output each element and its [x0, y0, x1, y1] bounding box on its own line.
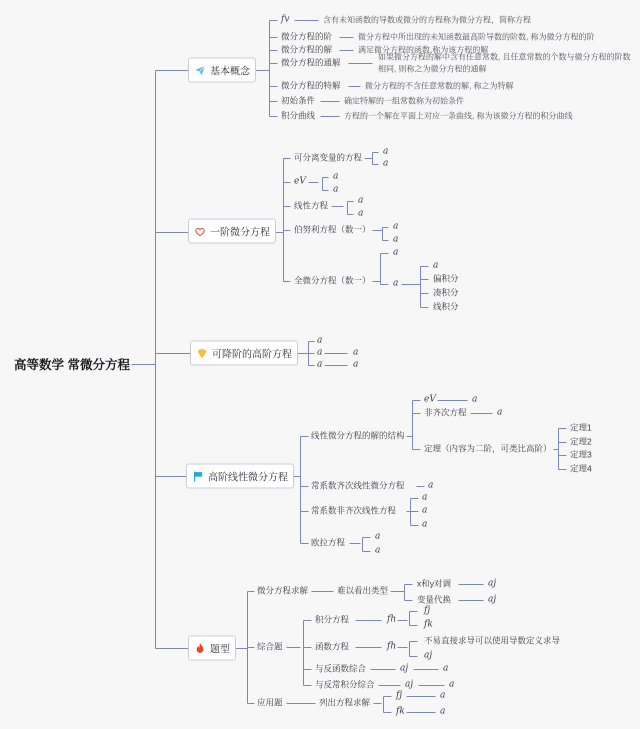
node-line-integration[interactable]: 线积分 — [433, 301, 459, 312]
node-derivative-definition-tip[interactable]: 不易直接求导可以使用导数定义求导 — [424, 635, 561, 646]
leaf-node[interactable]: a — [433, 260, 439, 271]
node-initial-condition[interactable]: 初始条件 — [281, 95, 316, 106]
branch-box-higher-linear[interactable] — [186, 464, 294, 489]
node-linear-equation[interactable]: 线性方程 — [294, 200, 329, 211]
node-partial-integration[interactable]: 偏积分 — [433, 273, 459, 284]
root-node[interactable]: 高等数学 常微分方程 — [14, 358, 130, 372]
leaf-node[interactable]: a — [449, 679, 455, 690]
node-functional-equation[interactable]: 函数方程 — [315, 641, 350, 652]
node-grouping-integration[interactable]: 凑积分 — [433, 287, 459, 298]
leaf-node[interactable]: a — [358, 208, 364, 219]
leaf-node[interactable]: a — [375, 545, 381, 556]
leaf-node[interactable]: a — [393, 221, 399, 232]
leaf-node[interactable]: a — [443, 663, 449, 674]
node-nonhomogeneous-equation[interactable]: 非齐次方程 — [424, 407, 467, 418]
branch-label: 基本概念 — [210, 66, 250, 78]
leaf-node[interactable]: a — [353, 359, 359, 370]
node-swap-xy[interactable]: x和y对调 — [417, 578, 452, 589]
branch-box-problem-types[interactable] — [188, 636, 236, 661]
leaf-node[interactable]: a — [422, 492, 428, 503]
node-particular-solution[interactable]: 微分方程的特解 — [281, 80, 341, 91]
leaf-node[interactable]: aj — [488, 578, 497, 589]
leaf-node[interactable]: fj — [424, 605, 431, 616]
node-application-problems[interactable]: 应用题 — [257, 697, 283, 708]
leaf-node[interactable]: a — [422, 519, 428, 530]
leaf-node[interactable]: a — [422, 505, 428, 516]
node-solution-structure[interactable]: 线性微分方程的解的结构 — [311, 430, 405, 441]
node-desc[interactable]: 微分方程的不含任意常数的解, 称之为特解 — [365, 81, 514, 91]
node-const-coeff-homogeneous[interactable]: 常系数齐次线性微分方程 — [311, 480, 405, 491]
node-general-solution[interactable]: 微分方程的通解 — [281, 57, 341, 68]
leaf-node[interactable]: a — [317, 335, 323, 346]
leaf-node[interactable]: a — [358, 195, 364, 206]
node-with-improper-integral[interactable]: 与反常积分综合 — [315, 679, 375, 690]
leaf-node[interactable]: a — [440, 706, 446, 717]
node-desc[interactable]: 满足微分方程的函数,称为该方程的解 — [358, 45, 489, 55]
leaf-node[interactable]: a — [428, 480, 434, 491]
leaf-node[interactable]: a — [383, 158, 389, 169]
branch-label: 高阶线性微分方程 — [208, 472, 288, 484]
node-fv[interactable]: fv — [281, 14, 290, 25]
leaf-node[interactable]: aj — [405, 679, 414, 690]
leaf-node[interactable]: a — [393, 234, 399, 245]
branch-label: 题型 — [210, 644, 230, 656]
node-ev[interactable]: eV — [294, 176, 306, 187]
node-integral-equation[interactable]: 积分方程 — [315, 614, 350, 625]
node-separable-equation[interactable]: 可分离变量的方程 — [294, 152, 363, 163]
flag-icon — [192, 470, 204, 482]
leaf-node[interactable]: fk — [424, 619, 433, 630]
node-bernoulli-equation[interactable]: 伯努利方程（数一） — [294, 224, 371, 235]
node-desc[interactable]: 含有未知函数的导数或微分的方程称为微分方程，简称方程 — [323, 15, 531, 25]
heart-icon — [194, 225, 206, 237]
leaf-node[interactable]: a — [375, 531, 381, 542]
paper-plane-icon — [194, 64, 206, 76]
leaf-node[interactable]: aj — [488, 594, 497, 605]
leaf-node[interactable]: aj — [424, 650, 433, 661]
branch-box-basic-concepts[interactable] — [188, 58, 256, 83]
leaf-node[interactable]: a — [317, 359, 323, 370]
leaf-node[interactable]: a — [393, 278, 399, 289]
node-desc[interactable]: 微分方程中所出现的未知函数最高阶导数的阶数, 称为微分方程的阶 — [358, 32, 595, 42]
node-const-coeff-nonhomogeneous[interactable]: 常系数非齐次线性方程 — [311, 505, 397, 516]
node-equation-solution[interactable]: 微分方程的解 — [281, 44, 333, 55]
node-solving-ode[interactable]: 微分方程求解 — [257, 585, 309, 596]
node-theorem-3[interactable]: 定理3 — [570, 449, 592, 460]
leaf-node[interactable]: a — [472, 394, 478, 405]
gem-icon — [196, 347, 208, 359]
node-theorem-4[interactable]: 定理4 — [570, 463, 592, 474]
node-theorem-1[interactable]: 定理1 — [570, 422, 592, 433]
node-variable-substitution[interactable]: 变量代换 — [417, 594, 452, 605]
leaf-node[interactable]: fk — [396, 706, 405, 717]
leaf-node[interactable]: a — [497, 407, 503, 418]
leaf-node[interactable]: a — [333, 171, 339, 182]
node-equation-order[interactable]: 微分方程的阶 — [281, 31, 333, 42]
leaf-node[interactable]: a — [317, 347, 323, 358]
branch-label: 可降阶的高阶方程 — [212, 349, 292, 361]
branch-label: 一阶微分方程 — [210, 227, 270, 239]
flame-icon — [194, 642, 206, 654]
branch-box-first-order[interactable] — [188, 219, 276, 244]
leaf-node[interactable]: a — [383, 146, 389, 157]
leaf-node[interactable]: fh — [387, 641, 397, 652]
node-desc[interactable]: 方程的一个解在平面上对应一条曲线, 称为该微分方程的积分曲线 — [344, 111, 573, 121]
node-total-differential-equation[interactable]: 全微分方程（数一） — [294, 275, 371, 286]
node-ev[interactable]: eV — [424, 394, 436, 405]
node-theorems[interactable]: 定理（内容为二阶，可类比高阶） — [424, 443, 552, 454]
branch-box-reducible-higher[interactable] — [190, 341, 298, 366]
leaf-node[interactable]: a — [353, 347, 359, 358]
leaf-node[interactable]: fh — [387, 614, 397, 625]
node-euler-equation[interactable]: 欧拉方程 — [311, 537, 346, 548]
node-desc[interactable]: 如果微分方程的解中含有任意常数, 且任意常数的个数与微分方程的阶数相同, 则称之为微分方程的通解 — [378, 52, 631, 73]
node-integral-curve[interactable]: 积分曲线 — [281, 110, 316, 121]
leaf-node[interactable]: fj — [396, 690, 403, 701]
leaf-node[interactable]: a — [440, 690, 446, 701]
leaf-node[interactable]: aj — [400, 663, 409, 674]
node-theorem-2[interactable]: 定理2 — [570, 436, 592, 447]
node-set-up-and-solve[interactable]: 列出方程求解 — [319, 697, 371, 708]
leaf-node[interactable]: a — [333, 184, 339, 195]
node-with-inverse-function[interactable]: 与反函数综合 — [315, 663, 367, 674]
node-desc[interactable]: 确定特解的一组常数称为初始条件 — [344, 96, 464, 106]
node-comprehensive-problems[interactable]: 综合题 — [257, 641, 283, 652]
leaf-node[interactable]: a — [393, 247, 399, 258]
node-hard-to-classify[interactable]: 难以看出类型 — [337, 585, 389, 596]
